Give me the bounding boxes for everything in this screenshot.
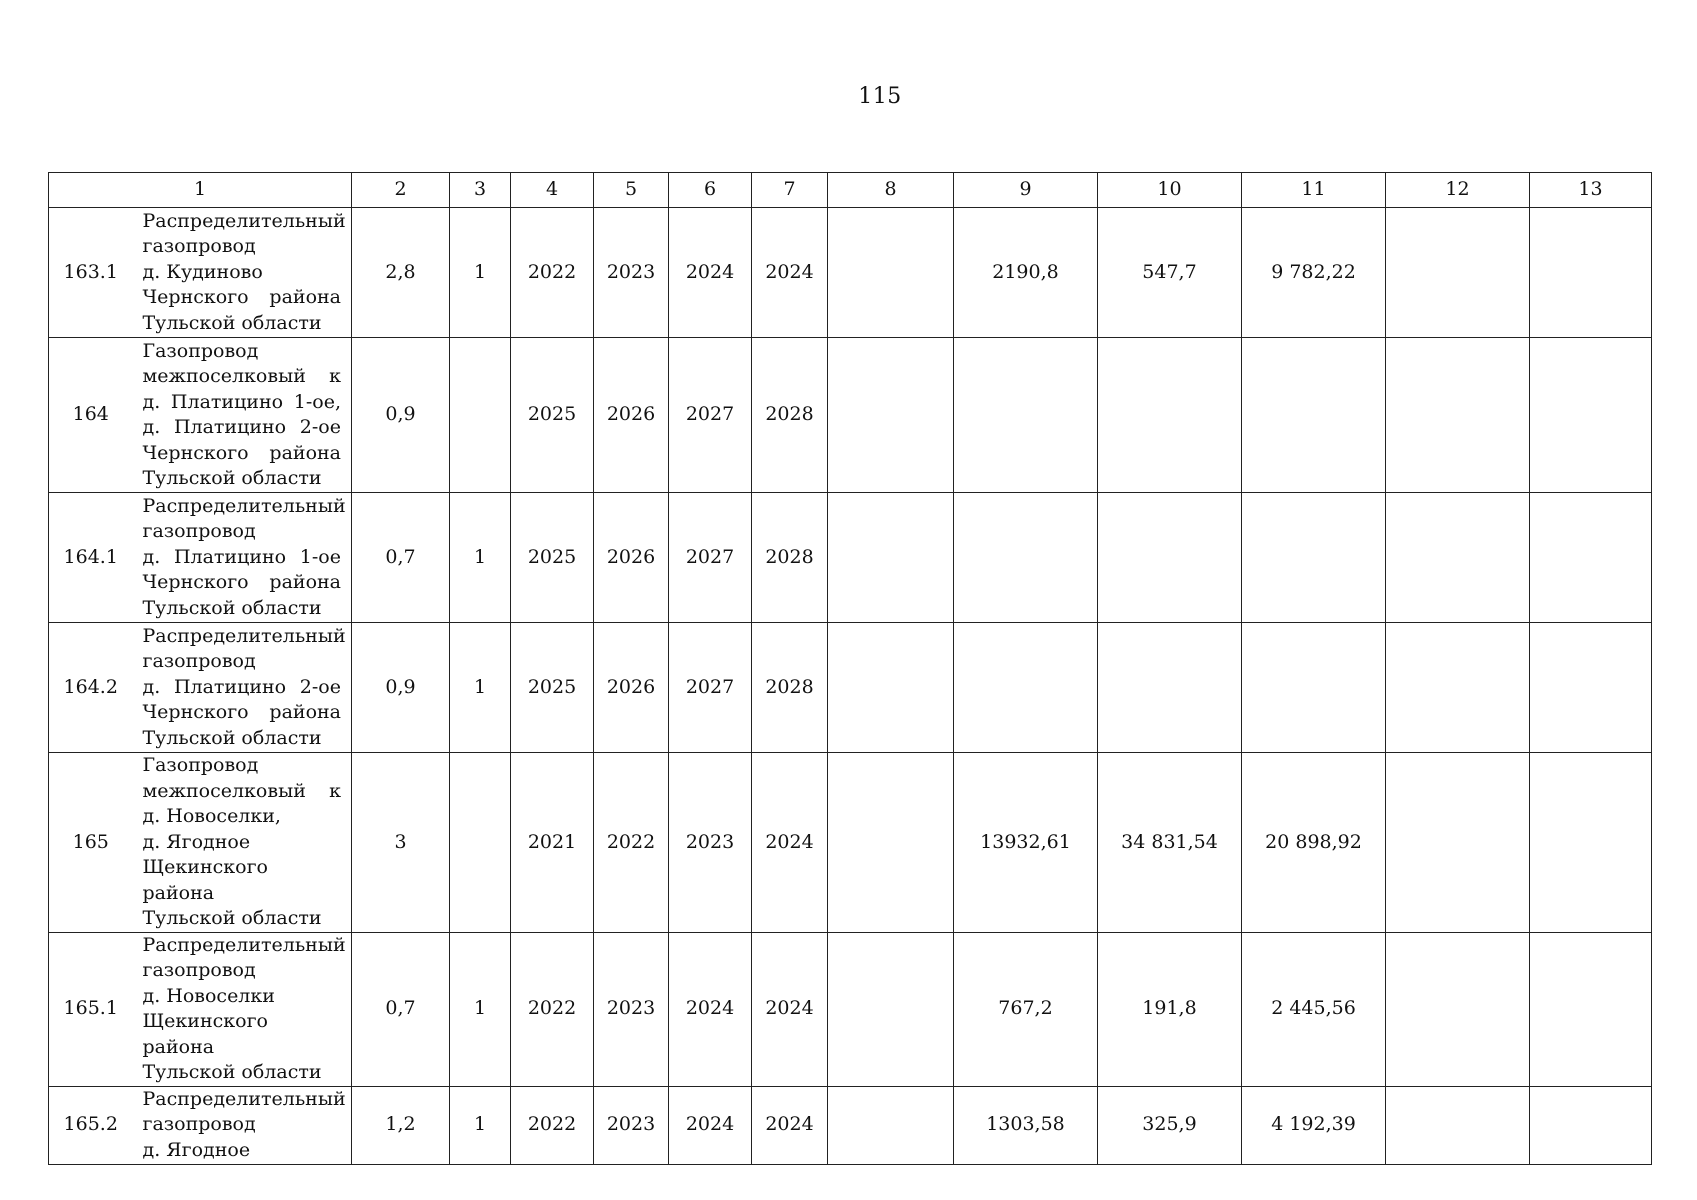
table-row bbox=[49, 1086, 1652, 1164]
cell-col-4: 2025 bbox=[511, 493, 594, 623]
cell-col-10 bbox=[1098, 338, 1242, 493]
cell-col-3: 1 bbox=[450, 623, 511, 753]
cell-col-9: 1303,58 bbox=[954, 1086, 1098, 1164]
cell-col-7: 2024 bbox=[752, 753, 828, 933]
header-cell: 9 bbox=[954, 173, 1098, 208]
cell-col-2: 3 bbox=[352, 753, 450, 933]
cell-col-9 bbox=[954, 493, 1098, 623]
cell-col-4: 2022 bbox=[511, 1086, 594, 1164]
object-name-line: д. Ягодное bbox=[142, 830, 251, 853]
cell-col-9: 767,2 bbox=[954, 932, 1098, 1086]
object-name-cell bbox=[133, 338, 352, 493]
cell-col-8 bbox=[828, 1086, 954, 1164]
cell-col-13 bbox=[1530, 623, 1652, 753]
cell-col-4: 2021 bbox=[511, 753, 594, 933]
cell-col-5: 2026 bbox=[594, 493, 669, 623]
cell-col-11: 2 445,56 bbox=[1242, 932, 1386, 1086]
cell-col-2: 0,7 bbox=[352, 932, 450, 1086]
object-name-line: Тульской области bbox=[142, 907, 322, 929]
cell-col-12 bbox=[1386, 338, 1530, 493]
object-name-line: Тульской области bbox=[142, 596, 322, 619]
cell-col-12 bbox=[1386, 932, 1530, 1086]
object-name-cell bbox=[133, 623, 352, 753]
object-name-cell bbox=[133, 932, 352, 1086]
object-name-line: Тульской области bbox=[142, 726, 322, 749]
object-name-line: межпоселковый к bbox=[142, 779, 341, 802]
cell-col-5: 2022 bbox=[594, 753, 669, 933]
table-row bbox=[49, 932, 1652, 1086]
object-name-line: д. Новоселки bbox=[142, 984, 275, 1007]
cell-col-3: 1 bbox=[450, 1086, 511, 1164]
object-name-line: Газопровод bbox=[142, 339, 259, 362]
cell-col-11 bbox=[1242, 623, 1386, 753]
cell-col-7: 2024 bbox=[752, 1086, 828, 1164]
header-cell: 5 bbox=[594, 173, 669, 208]
cell-col-4: 2022 bbox=[511, 208, 594, 338]
header-cell: 12 bbox=[1386, 173, 1530, 208]
object-name-line: Тульской области bbox=[142, 311, 322, 334]
table-row bbox=[49, 493, 1652, 623]
object-name-line: д. Платицино 2-ое bbox=[142, 675, 341, 698]
cell-col-7: 2028 bbox=[752, 493, 828, 623]
object-name-line: Распределительный bbox=[142, 624, 346, 647]
object-name-line: газопровод bbox=[142, 1113, 256, 1135]
header-cell: 4 bbox=[511, 173, 594, 208]
object-name-line: д. Платицино 1-ое bbox=[142, 545, 341, 568]
object-name-line: газопровод bbox=[142, 520, 256, 543]
cell-col-10 bbox=[1098, 493, 1242, 623]
cell-col-6: 2024 bbox=[669, 1086, 752, 1164]
cell-col-5: 2026 bbox=[594, 338, 669, 493]
header-cell: 6 bbox=[669, 173, 752, 208]
header-cell: 13 bbox=[1530, 173, 1652, 208]
cell-col-10: 547,7 bbox=[1098, 208, 1242, 338]
cell-col-10: 34 831,54 bbox=[1098, 753, 1242, 933]
header-cell: 11 bbox=[1242, 173, 1386, 208]
header-cell: 7 bbox=[752, 173, 828, 208]
cell-col-8 bbox=[828, 208, 954, 338]
object-name-line: Распределительный bbox=[142, 494, 346, 517]
object-name-line: Чернского района bbox=[142, 571, 341, 594]
cell-col-3 bbox=[450, 753, 511, 933]
cell-col-7: 2028 bbox=[752, 338, 828, 493]
table-row bbox=[49, 338, 1652, 493]
page-number: 115 bbox=[858, 84, 902, 109]
cell-col-11 bbox=[1242, 493, 1386, 623]
cell-col-13 bbox=[1530, 1086, 1652, 1164]
cell-col-2: 0,9 bbox=[352, 623, 450, 753]
object-name-line: Чернского района bbox=[142, 701, 341, 724]
object-name-line: газопровод bbox=[142, 959, 256, 981]
cell-col-2: 1,2 bbox=[352, 1086, 450, 1164]
row-number-cell: 164 bbox=[49, 338, 133, 493]
cell-col-6: 2023 bbox=[669, 753, 752, 933]
object-name-line: д. Новоселки, bbox=[142, 805, 281, 827]
cell-col-8 bbox=[828, 493, 954, 623]
cell-col-5: 2023 bbox=[594, 932, 669, 1086]
cell-col-5: 2023 bbox=[594, 208, 669, 338]
row-number-cell: 163.1 bbox=[49, 208, 133, 338]
cell-col-3: 1 bbox=[450, 932, 511, 1086]
header-cell: 10 bbox=[1098, 173, 1242, 208]
cell-col-10: 191,8 bbox=[1098, 932, 1242, 1086]
cell-col-8 bbox=[828, 932, 954, 1086]
cell-col-4: 2022 bbox=[511, 932, 594, 1086]
cell-col-2: 0,9 bbox=[352, 338, 450, 493]
table-row bbox=[49, 753, 1652, 933]
object-name-line: Щекинского района bbox=[142, 1010, 268, 1058]
header-cell: 2 bbox=[352, 173, 450, 208]
cell-col-10 bbox=[1098, 623, 1242, 753]
header-cell: 8 bbox=[828, 173, 954, 208]
cell-col-8 bbox=[828, 753, 954, 933]
cell-col-12 bbox=[1386, 623, 1530, 753]
cell-col-13 bbox=[1530, 753, 1652, 933]
cell-col-2: 0,7 bbox=[352, 493, 450, 623]
object-name-line: Щекинского района bbox=[142, 856, 268, 904]
cell-col-8 bbox=[828, 623, 954, 753]
cell-col-7: 2024 bbox=[752, 208, 828, 338]
header-row bbox=[49, 173, 1652, 208]
cell-col-11: 4 192,39 bbox=[1242, 1086, 1386, 1164]
cell-col-13 bbox=[1530, 493, 1652, 623]
object-name-line: Чернского района bbox=[142, 286, 341, 309]
object-name-line: газопровод bbox=[142, 235, 256, 258]
cell-col-9 bbox=[954, 623, 1098, 753]
object-name-line: Распределительный bbox=[142, 209, 346, 232]
cell-col-5: 2023 bbox=[594, 1086, 669, 1164]
object-name-line: Распределительный bbox=[142, 1087, 346, 1110]
data-table bbox=[48, 172, 1652, 1165]
cell-col-6: 2024 bbox=[669, 932, 752, 1086]
cell-col-12 bbox=[1386, 1086, 1530, 1164]
object-name-line: Чернского района bbox=[142, 441, 341, 464]
object-name-cell bbox=[133, 493, 352, 623]
cell-col-2: 2,8 bbox=[352, 208, 450, 338]
cell-col-3: 1 bbox=[450, 493, 511, 623]
cell-col-3: 1 bbox=[450, 208, 511, 338]
row-number-cell: 165.2 bbox=[49, 1086, 133, 1164]
object-name-line: газопровод bbox=[142, 650, 256, 673]
object-name-line: Тульской области bbox=[142, 1061, 322, 1083]
cell-col-6: 2024 bbox=[669, 208, 752, 338]
object-name-cell bbox=[133, 208, 352, 338]
row-number-cell: 164.1 bbox=[49, 493, 133, 623]
object-name-line: д. Ягодное bbox=[142, 1138, 251, 1161]
cell-col-11: 20 898,92 bbox=[1242, 753, 1386, 933]
cell-col-9 bbox=[954, 338, 1098, 493]
cell-col-7: 2024 bbox=[752, 932, 828, 1086]
cell-col-5: 2026 bbox=[594, 623, 669, 753]
table-row bbox=[49, 208, 1652, 338]
cell-col-9: 13932,61 bbox=[954, 753, 1098, 933]
cell-col-10: 325,9 bbox=[1098, 1086, 1242, 1164]
object-name-cell bbox=[133, 1086, 352, 1164]
object-name-line: д. Кудиново bbox=[142, 260, 263, 283]
header-cell: 3 bbox=[450, 173, 511, 208]
cell-col-13 bbox=[1530, 932, 1652, 1086]
header-cell: 1 bbox=[49, 173, 352, 208]
cell-col-7: 2028 bbox=[752, 623, 828, 753]
object-name-line: д. Платицино 1-ое, bbox=[142, 390, 341, 413]
object-name-line: д. Платицино 2-ое bbox=[142, 416, 341, 438]
cell-col-6: 2027 bbox=[669, 623, 752, 753]
row-number-cell: 165 bbox=[49, 753, 133, 933]
object-name-cell bbox=[133, 753, 352, 933]
cell-col-4: 2025 bbox=[511, 338, 594, 493]
cell-col-13 bbox=[1530, 338, 1652, 493]
cell-col-6: 2027 bbox=[669, 493, 752, 623]
cell-col-8 bbox=[828, 338, 954, 493]
cell-col-12 bbox=[1386, 208, 1530, 338]
object-name-line: межпоселковый к bbox=[142, 365, 341, 387]
cell-col-12 bbox=[1386, 493, 1530, 623]
cell-col-12 bbox=[1386, 753, 1530, 933]
cell-col-6: 2027 bbox=[669, 338, 752, 493]
row-number-cell: 164.2 bbox=[49, 623, 133, 753]
object-name-line: Распределительный bbox=[142, 933, 346, 956]
cell-col-11: 9 782,22 bbox=[1242, 208, 1386, 338]
cell-col-4: 2025 bbox=[511, 623, 594, 753]
row-number-cell: 165.1 bbox=[49, 932, 133, 1086]
table-row bbox=[49, 623, 1652, 753]
cell-col-13 bbox=[1530, 208, 1652, 338]
object-name-line: Тульской области bbox=[142, 467, 322, 489]
cell-col-9: 2190,8 bbox=[954, 208, 1098, 338]
cell-col-3 bbox=[450, 338, 511, 493]
cell-col-11 bbox=[1242, 338, 1386, 493]
object-name-line: Газопровод bbox=[142, 754, 259, 776]
